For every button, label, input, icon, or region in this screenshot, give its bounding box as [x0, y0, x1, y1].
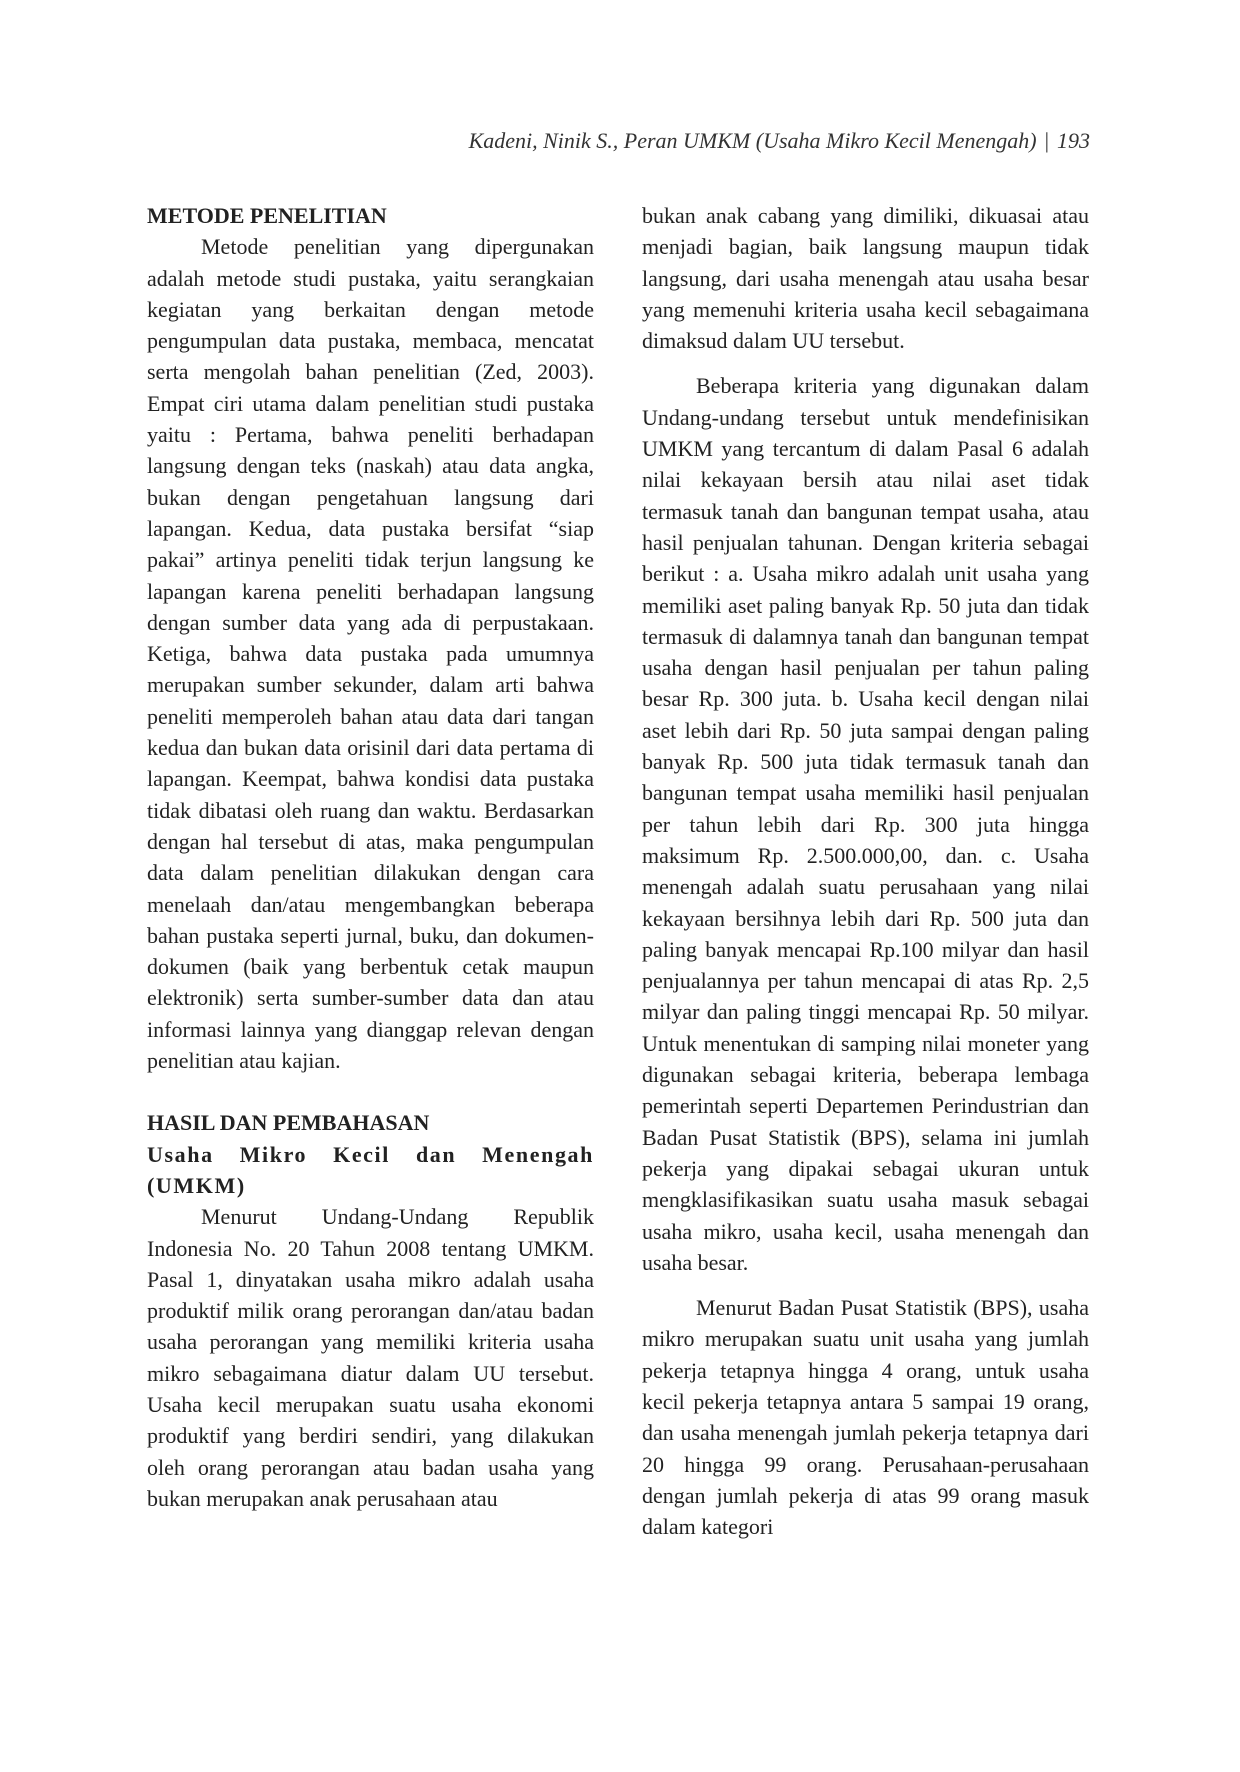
paragraph-metode: Metode penelitian yang dipergunakan adalah metode studi pustaka, yaitu serangkaian kegiatan yang berkaitan dengan metode pengumpulan data pustaka, membaca, mencatat serta mengolah bahan penelitian (Zed, 2003). Empat ciri utama dalam penelitian studi pustaka yaitu : Pertama, bahwa peneliti berhadapan langsung dengan teks (naskah) atau data angka, bukan dengan pengetahuan langsung dari lapangan. Kedua, data pustaka bersifat “siap pakai” artinya peneliti tidak terjun langsung ke lapangan karena peneliti berhadapan langsung dengan sumber data yang ada di perpustakaan. Ketiga, bahwa data pustaka pada umumnya merupakan sumber sekunder, dalam arti bahwa peneliti memperoleh bahan atau data dari tangan kedua dan bukan data orisinil dari data pertama di lapangan. Keempat, bahwa kondisi data pustaka tidak dibatasi oleh ruang dan waktu. Berdasarkan dengan hal tersebut di atas, maka pengumpulan data dalam penelitian dilakukan dengan cara menelaah dan/atau mengembangkan beberapa bahan pustaka seperti jurnal, buku, dan dokumen-dokumen (baik yang berbentuk cetak maupun elektronik) serta sumber-sumber data dan atau informasi lainnya yang dianggap relevan dengan penelitian atau kajian. [147, 234, 594, 1074]
right-column [642, 200, 1089, 1542]
paragraph-continuation: bukan anak cabang yang dimiliki, dikuasai atau menjadi bagian, baik langsung maupun tidak langsung, dari usaha menengah atau usaha besar yang memenuhi kriteria usaha kecil sebagaimana dimaksud dalam UU tersebut. [642, 203, 1089, 354]
section-heading-metode: METODE PENELITIAN [147, 203, 387, 228]
subsection-heading-umkm: Usaha Mikro Kecil dan Menengah (UMKM) [147, 1141, 594, 1198]
paragraph-kriteria: Beberapa kriteria yang digunakan dalam Undang-undang tersebut untuk mendefinisikan UMKM yang tercantum di dalam Pasal 6 adalah nilai kekayaan bersih atau nilai aset tidak termasuk tanah dan bangunan tempat usaha, atau hasil penjualan tahunan. Dengan kriteria sebagai berikut : a. Usaha mikro adalah unit usaha yang memiliki aset paling banyak Rp. 50 juta dan tidak termasuk di dalamnya tanah dan bangunan tempat usaha dengan hasil penjualan per tahun paling besar Rp. 300 juta. b. Usaha kecil dengan nilai aset lebih dari Rp. 50 juta sampai dengan paling banyak Rp. 500 juta tidak termasuk tanah dan bangunan tempat usaha memiliki hasil penjualan per tahun lebih dari Rp. 300 juta hingga maksimum Rp. 2.500.000,00, dan. c. Usaha menengah adalah suatu perusahaan yang nilai kekayaan bersihnya lebih dari Rp. 500 juta dan paling banyak mencapai Rp.100 milyar dan hasil penjualannya per tahun mencapai di atas Rp. 2,5 milyar dan paling tinggi mencapai Rp. 50 milyar. Untuk menentukan di samping nilai moneter yang digunakan sebagai kriteria, beberapa lembaga pemerintah seperti Departemen Perindustrian dan Badan Pusat Statistik (BPS), selama ini jumlah pekerja yang dipakai sebagai ukuran untuk mengklasifikasikan suatu usaha masuk sebagai usaha mikro, usaha kecil, usaha menengah dan usaha besar. [642, 373, 1089, 1275]
page-number: 193 [1057, 128, 1090, 153]
paragraph-bps: Menurut Badan Pusat Statistik (BPS), usaha mikro merupakan suatu unit usaha yang jumlah pekerja tetapnya hingga 4 orang, untuk usaha kecil pekerja tetapnya antara 5 sampai 19 orang, dan usaha menengah jumlah pekerja tetapnya dari 20 hingga 99 orang. Perusahaan-perusahaan dengan jumlah pekerja di atas 99 orang masuk dalam kategori [642, 1295, 1089, 1540]
left-column [147, 200, 594, 1514]
header-separator: | [1044, 128, 1049, 153]
section-heading-hasil: HASIL DAN PEMBAHASAN [147, 1110, 430, 1136]
paragraph-umkm-definition: Menurut Undang-Undang Republik Indonesia No. 20 Tahun 2008 tentang UMKM. Pasal 1, dinyatakan usaha mikro adalah usaha produktif milik orang perorangan dan/atau badan usaha perorangan yang memiliki kriteria usaha mikro sebagaimana diatur dalam UU tersebut. Usaha kecil merupakan suatu usaha ekonomi produktif yang berdiri sendiri, yang dilakukan oleh orang perorangan atau badan usaha yang bukan merupakan anak perusahaan atau [147, 1204, 594, 1511]
running-header [140, 126, 1090, 156]
running-title: Kadeni, Ninik S., Peran UMKM (Usaha Mikro Kecil Menengah) [468, 128, 1037, 153]
